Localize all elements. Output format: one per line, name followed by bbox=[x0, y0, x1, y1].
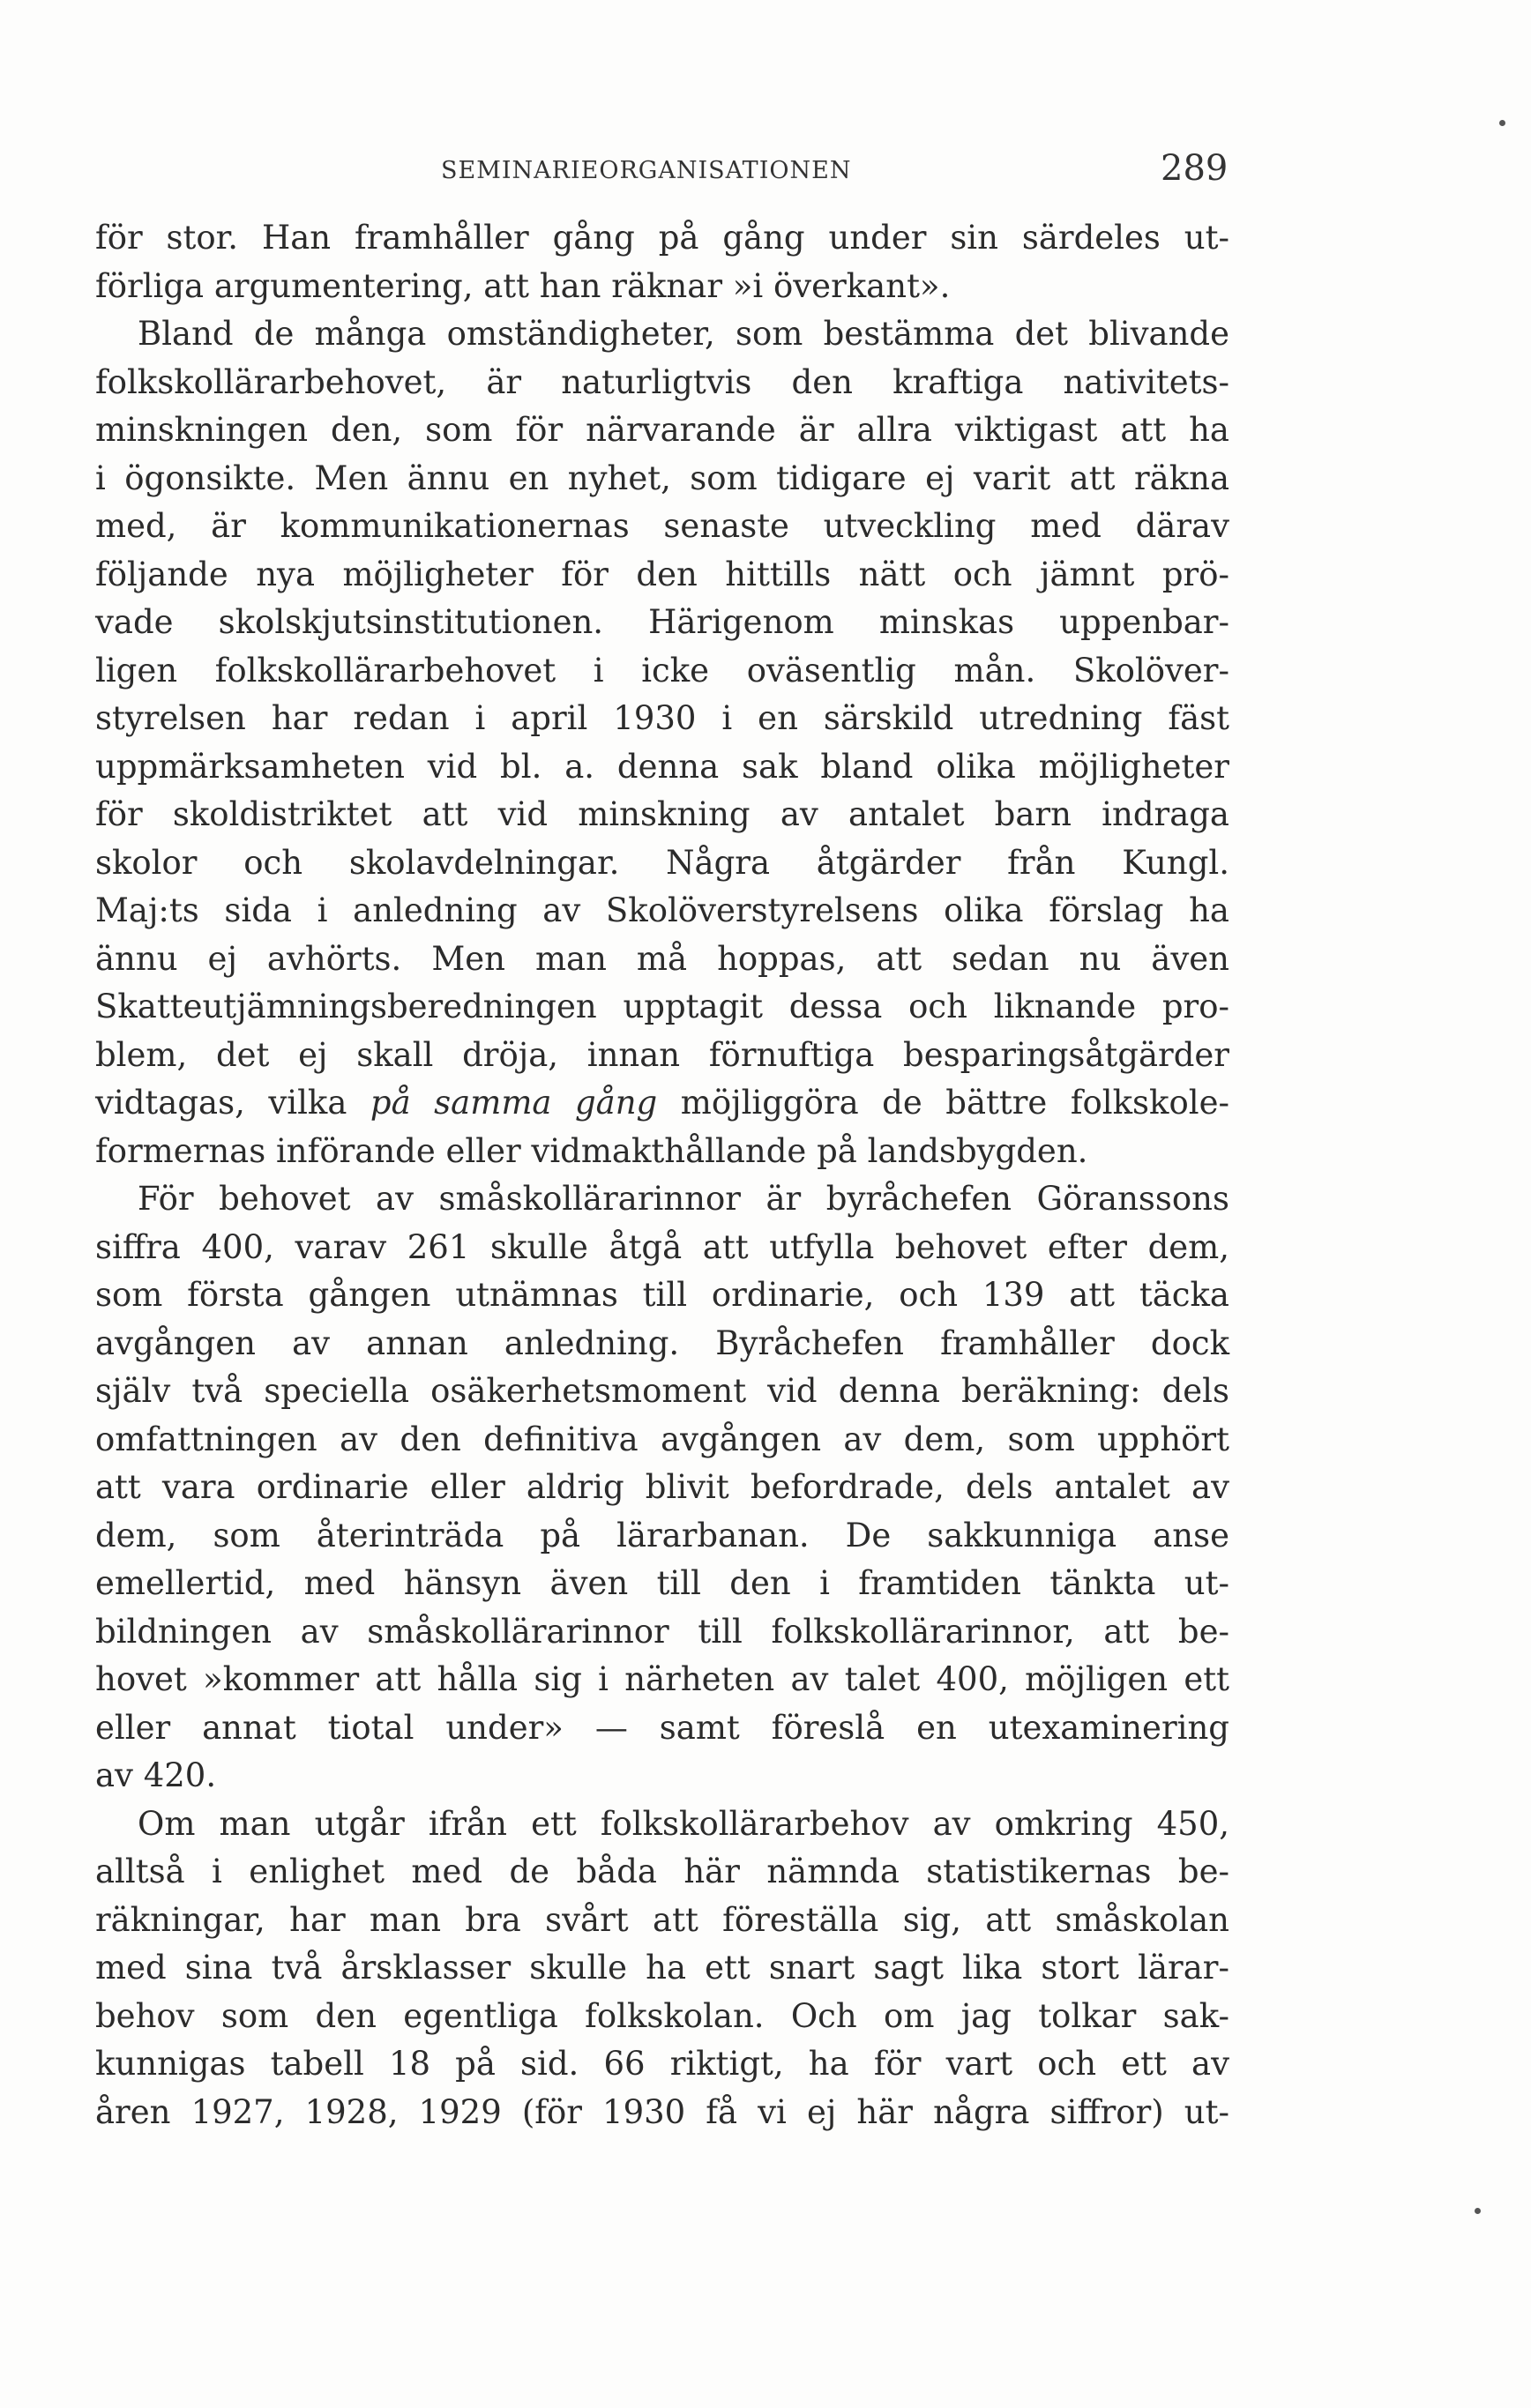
text-segment: vidtagas, vilka bbox=[95, 1084, 370, 1122]
text-line: att vara ordinarie eller aldrig blivit befordrade, dels antalet av bbox=[95, 1468, 1229, 1506]
text-line: räkningar, har man bra svårt att föreställa sig, att småskolan bbox=[95, 1900, 1229, 1939]
text-line: siffra 400, varav 261 skulle åtgå att utfylla behovet efter dem, bbox=[95, 1227, 1229, 1266]
text-line: För behovet av småskollärarinnor är byråchefen Göranssons bbox=[138, 1180, 1229, 1218]
text-line: vade skolskjutsinstitutionen. Härigenom minskas uppenbar- bbox=[95, 603, 1229, 641]
italic-phrase: på samma gång bbox=[370, 1084, 658, 1122]
text-line: för skoldistriktet att vid minskning av antalet barn indraga bbox=[95, 795, 1229, 833]
running-title: SEMINARIEORGANISATIONEN bbox=[441, 157, 852, 184]
ink-speck bbox=[1475, 2208, 1481, 2214]
text-line: avgången av annan anledning. Byråchefen framhåller dock bbox=[95, 1323, 1229, 1362]
text-line: för stor. Han framhåller gång på gång under sin särdeles ut- bbox=[95, 219, 1229, 257]
text-line: emellertid, med hänsyn även till den i framtiden tänkta ut- bbox=[95, 1564, 1229, 1602]
text-line: förliga argumentering, att han räknar »i överkant». bbox=[95, 266, 951, 305]
text-line: av 420. bbox=[95, 1756, 217, 1794]
text-line: bildningen av småskollärarinnor till folkskollärarinnor, att be- bbox=[95, 1612, 1229, 1651]
text-line: blem, det ej skall dröja, innan förnuftiga besparingsåtgärder bbox=[95, 1035, 1229, 1074]
text-line: Skatteutjämningsberedningen upptagit dessa och liknande pro- bbox=[95, 988, 1229, 1025]
text-line: folkskollärarbehovet, är naturligtvis den kraftiga nativitets- bbox=[95, 362, 1229, 401]
text-line: formernas införande eller vidmakthållande på landsbygden. bbox=[95, 1131, 1088, 1170]
text-line: minskningen den, som för närvarande är allra viktigast att ha bbox=[95, 411, 1229, 449]
ink-speck bbox=[1499, 120, 1505, 126]
running-head bbox=[0, 148, 1531, 192]
text-line: ännu ej avhörts. Men man må hoppas, att sedan nu även bbox=[95, 939, 1229, 978]
body-text bbox=[95, 214, 1229, 2136]
text-line: följande nya möjligheter för den hittills nätt och jämnt prö- bbox=[95, 555, 1229, 593]
page-number: 289 bbox=[1161, 148, 1229, 189]
text-line: ligen folkskollärarbehovet i icke oväsentlig mån. Skolöver- bbox=[95, 651, 1229, 690]
text-line: Bland de många omständigheter, som bestämma det blivande bbox=[138, 315, 1229, 353]
text-line: själv två speciella osäkerhetsmoment vid denna beräkning: dels bbox=[95, 1372, 1229, 1410]
text-line: behov som den egentliga folkskolan. Och om jag tolkar sak- bbox=[95, 1996, 1229, 2035]
text-line: styrelsen har redan i april 1930 i en särskild utredning fäst bbox=[95, 699, 1229, 737]
text-line: som första gången utnämnas till ordinarie, och 139 att täcka bbox=[95, 1276, 1229, 1314]
text-line: hovet »kommer att hålla sig i närheten av talet 400, möjligen ett bbox=[95, 1660, 1229, 1698]
text-line: dem, som återinträda på lärarbanan. De sakkunniga anse bbox=[95, 1516, 1229, 1554]
text-line: kunnigas tabell 18 på sid. 66 riktigt, ha för vart och ett av bbox=[95, 2045, 1229, 2083]
text-segment: möjliggöra de bättre folkskole- bbox=[657, 1084, 1229, 1122]
text-line: med sina två årsklasser skulle ha ett snart sagt lika stort lärar- bbox=[95, 1949, 1229, 1987]
text-line bbox=[95, 1079, 1229, 1128]
text-line: åren 1927, 1928, 1929 (för 1930 få vi ej här några siffror) ut- bbox=[95, 2092, 1229, 2131]
text-line: med, är kommunikationernas senaste utveckling med därav bbox=[95, 507, 1229, 545]
text-line: alltså i enlighet med de båda här nämnda statistikernas be- bbox=[95, 1853, 1229, 1890]
text-line: Om man utgår ifrån ett folkskollärarbehov av omkring 450, bbox=[138, 1804, 1229, 1843]
text-line: uppmärksamheten vid bl. a. denna sak bland olika möjligheter bbox=[95, 747, 1229, 786]
text-line: omfattningen av den definitiva avgången av dem, som upphört bbox=[95, 1420, 1229, 1458]
text-line: skolor och skolavdelningar. Några åtgärder från Kungl. bbox=[95, 843, 1229, 882]
text-line: Maj:ts sida i anledning av Skolöverstyrelsens olika förslag ha bbox=[95, 891, 1229, 929]
text-line: eller annat tiotal under» — samt föreslå en utexaminering bbox=[95, 1708, 1229, 1747]
text-line: i ögonsikte. Men ännu en nyhet, som tidigare ej varit att räkna bbox=[95, 458, 1229, 497]
